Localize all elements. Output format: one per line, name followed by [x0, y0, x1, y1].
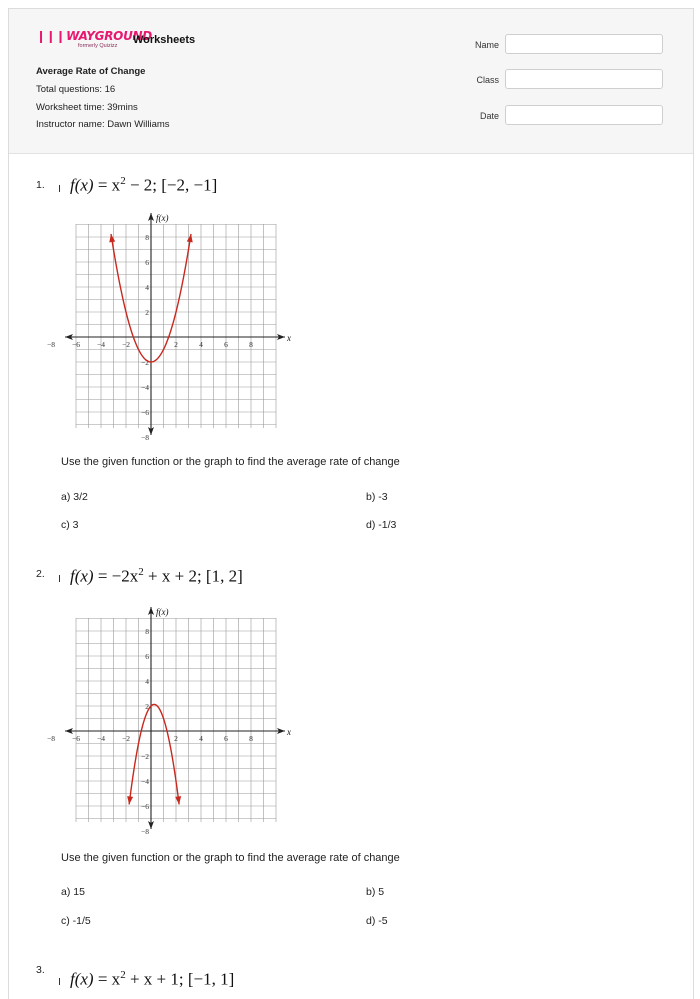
question-2-formula: $f(x) = -2x^2 + x + 2$; [1, 2]: [70, 566, 243, 586]
y-tick-label: 2: [145, 702, 149, 711]
worksheet-title: Average Rate of Change: [36, 66, 146, 77]
name-label: Name: [474, 40, 499, 50]
y-tick-label: −4: [141, 383, 149, 392]
logo-tagline: formerly Quizizz: [78, 43, 118, 49]
question-2-option-d[interactable]: d) -5: [366, 915, 388, 927]
y-tick-label: 4: [145, 283, 149, 292]
worksheet-page: [8, 8, 694, 999]
worksheet-header: [9, 9, 693, 154]
question-1-bullet: [59, 185, 60, 192]
name-field[interactable]: [505, 34, 663, 54]
class-label: Class: [476, 75, 499, 85]
question-1-formula: $f(x) = x^2 - 2$; [−2, −1]: [70, 175, 218, 195]
y-tick-label: 8: [145, 627, 149, 636]
question-2-option-a[interactable]: a) 15: [61, 886, 85, 898]
y-tick-label: −2: [141, 358, 149, 367]
graph-grid: [76, 618, 276, 822]
x-tick-label: 2: [174, 734, 178, 743]
logo-wordmark: ❙❙❙ WAYGROUND: [36, 29, 152, 43]
logo-mark-icon: ❙❙❙: [36, 29, 66, 43]
y-tick-label: 8: [145, 233, 149, 242]
x-tick-label: −4: [97, 734, 105, 743]
x-tick-label: 8: [249, 340, 253, 349]
y-axis-label: f(x): [156, 213, 169, 223]
question-1-graph: [47, 203, 293, 442]
x-tick-label: −8: [47, 340, 55, 349]
function-name: f(x): [70, 566, 94, 586]
curve-arrow-head: [187, 234, 193, 242]
x-tick-label: 6: [224, 734, 228, 743]
question-3-number: 3.: [36, 964, 45, 976]
function-curve: [129, 704, 179, 804]
function-name: f(x): [70, 175, 94, 195]
question-3-bullet: [59, 978, 60, 985]
question-1-option-b[interactable]: b) -3: [366, 491, 388, 503]
y-tick-label: −6: [141, 408, 149, 417]
instructor-name: Instructor name: Dawn Williams: [36, 119, 170, 130]
y-tick-label: −4: [141, 777, 149, 786]
x-tick-label: −6: [72, 734, 80, 743]
y-tick-label: −2: [141, 752, 149, 761]
x-tick-label: −8: [47, 734, 55, 743]
y-tick-label: 6: [145, 652, 149, 661]
x-tick-label: 2: [174, 340, 178, 349]
y-tick-label: −8: [141, 433, 149, 442]
question-1-option-d[interactable]: d) -1/3: [366, 519, 397, 531]
x-tick-label: −2: [122, 734, 130, 743]
y-tick-label: −8: [141, 827, 149, 836]
question-2-option-c[interactable]: c) -1/5: [61, 915, 91, 927]
curve-arrows: [127, 796, 181, 804]
function-name: f(x): [70, 969, 94, 989]
total-questions: Total questions: 16: [36, 84, 116, 95]
x-tick-label: −2: [122, 340, 130, 349]
question-2-graph: [47, 597, 293, 836]
question-1-number: 1.: [36, 179, 45, 191]
question-1-option-a[interactable]: a) 3/2: [61, 491, 88, 503]
x-tick-label: −6: [72, 340, 80, 349]
question-2-bullet: [59, 575, 60, 582]
x-tick-label: 4: [199, 340, 203, 349]
date-field[interactable]: [505, 105, 663, 125]
class-field[interactable]: [505, 69, 663, 89]
graph-axes: [65, 213, 285, 435]
question-2-option-b[interactable]: b) 5: [366, 886, 385, 898]
y-tick-label: 4: [145, 677, 149, 686]
graph-grid: [76, 224, 276, 428]
y-axis-label: f(x): [156, 607, 169, 617]
y-tick-label: −6: [141, 802, 149, 811]
date-label: Date: [479, 111, 499, 121]
question-1-option-c[interactable]: c) 3: [61, 519, 79, 531]
x-tick-label: 6: [224, 340, 228, 349]
x-tick-label: 8: [249, 734, 253, 743]
x-axis-label: x: [287, 727, 291, 737]
worksheet-time: Worksheet time: 39mins: [36, 102, 138, 113]
question-2-number: 2.: [36, 568, 45, 580]
brand-title: Worksheets: [133, 34, 196, 46]
curve-arrow-head: [109, 234, 115, 242]
x-tick-label: −4: [97, 340, 105, 349]
question-2-prompt: Use the given function or the graph to find the average rate of change: [61, 852, 400, 864]
y-tick-label: 2: [145, 308, 149, 317]
question-3-formula: $f(x) = x^2 + x + 1$; [−1, 1]: [70, 969, 235, 989]
graph-axes: [65, 607, 285, 829]
question-1-prompt: Use the given function or the graph to find the average rate of change: [61, 456, 400, 468]
curve-arrow-head: [127, 796, 133, 804]
x-tick-label: 4: [199, 734, 203, 743]
x-axis-label: x: [287, 333, 291, 343]
y-tick-label: 6: [145, 258, 149, 267]
